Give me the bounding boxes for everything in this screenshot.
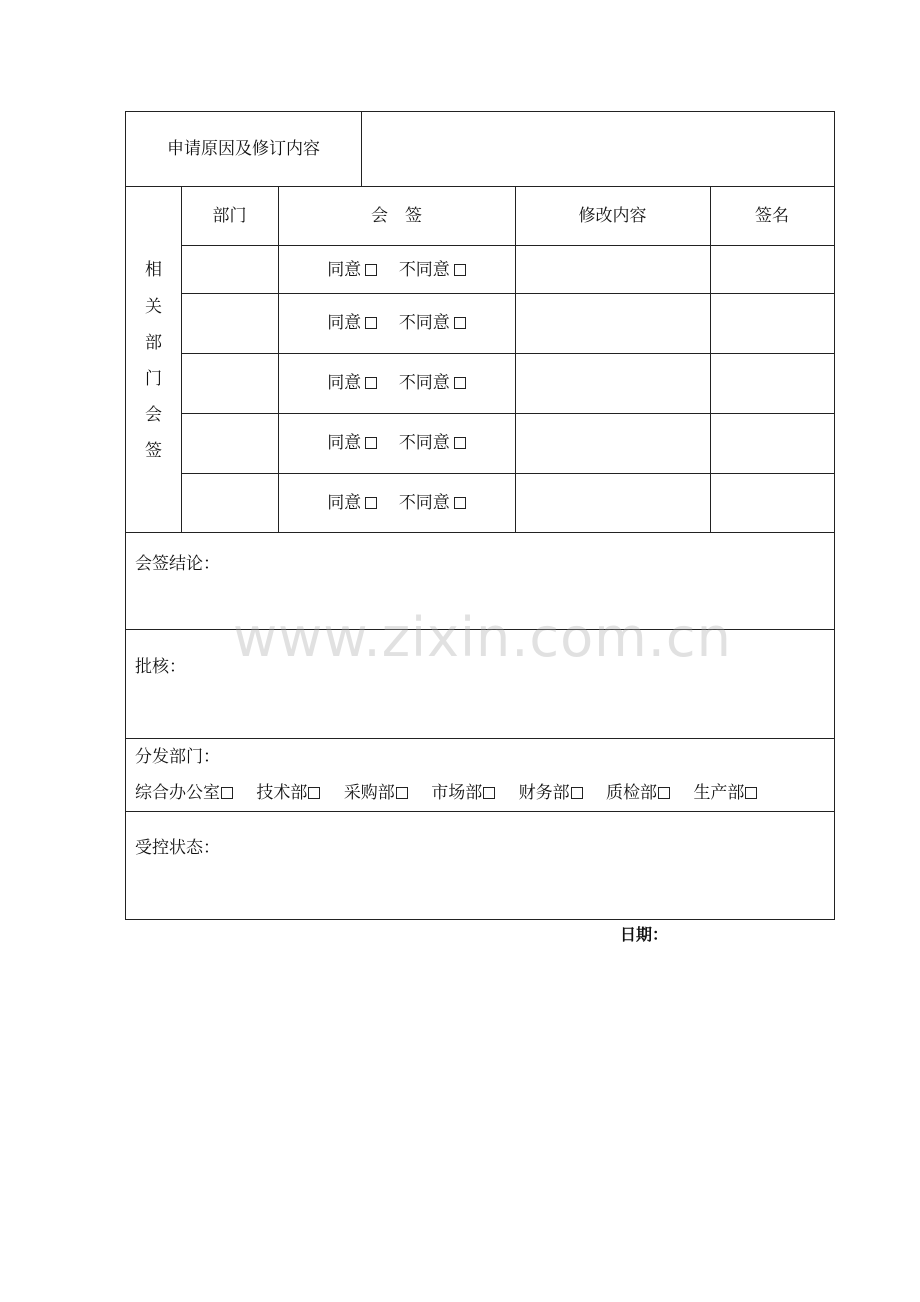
- col-divider: [278, 186, 279, 532]
- agree-label: 同意: [327, 493, 362, 513]
- dist-option[interactable]: [606, 783, 670, 803]
- checkbox[interactable]: [658, 787, 670, 799]
- dist-option[interactable]: [256, 783, 320, 803]
- row-divider: [126, 629, 834, 630]
- agree-checkbox[interactable]: [365, 497, 377, 509]
- row-divider: [126, 532, 834, 533]
- dist-option[interactable]: [431, 783, 495, 803]
- disagree-label: 不同意: [398, 313, 450, 333]
- agree-checkbox[interactable]: [365, 377, 377, 389]
- col-divider: [710, 186, 711, 532]
- section-label-char: 相: [145, 260, 162, 280]
- disagree-checkbox[interactable]: [454, 497, 466, 509]
- agree-label: 同意: [327, 313, 362, 333]
- dist-option[interactable]: [693, 783, 757, 803]
- header-modify: 修改内容: [578, 206, 647, 226]
- agree-checkbox[interactable]: [365, 317, 377, 329]
- disagree-checkbox[interactable]: [454, 377, 466, 389]
- checkbox[interactable]: [221, 787, 233, 799]
- checkbox[interactable]: [308, 787, 320, 799]
- dist-option-label: 综合办公室: [135, 783, 220, 803]
- header-dept: 部门: [212, 206, 247, 226]
- agree-label: 同意: [327, 260, 362, 280]
- apply-reason-label: 申请原因及修订内容: [167, 139, 320, 159]
- table-row: [278, 433, 515, 453]
- header-signature: 签名: [755, 206, 789, 226]
- disagree-checkbox[interactable]: [454, 264, 466, 276]
- section-label-char: 会: [145, 405, 162, 425]
- disagree-checkbox[interactable]: [454, 437, 466, 449]
- disagree-label: 不同意: [398, 493, 450, 513]
- section-label-char: 签: [145, 441, 162, 461]
- dist-option[interactable]: [344, 783, 408, 803]
- conclusion-label: 会签结论：: [135, 554, 220, 574]
- table-row: [278, 313, 515, 333]
- sign-section-label: [126, 257, 181, 477]
- section-label-char: 门: [145, 369, 162, 389]
- dist-option-label: 技术部: [256, 783, 308, 803]
- dist-option-label: 财务部: [518, 783, 570, 803]
- agree-checkbox[interactable]: [365, 437, 377, 449]
- disagree-label: 不同意: [398, 373, 450, 393]
- agree-checkbox[interactable]: [365, 264, 377, 276]
- dist-option[interactable]: [135, 783, 233, 803]
- dist-option-label: 生产部: [693, 783, 745, 803]
- row-divider: [126, 738, 834, 739]
- row-divider: [126, 186, 834, 187]
- date-label: 日期：: [620, 925, 669, 944]
- checkbox[interactable]: [745, 787, 757, 799]
- col-divider: [361, 112, 362, 186]
- watermark: www.zixin.com.cn: [233, 606, 732, 669]
- col-divider: [515, 186, 516, 532]
- disagree-checkbox[interactable]: [454, 317, 466, 329]
- distribution-label: 分发部门：: [135, 747, 220, 767]
- dist-option-label: 采购部: [343, 783, 395, 803]
- table-row: [278, 373, 515, 393]
- distribution-departments: [135, 783, 757, 803]
- disagree-label: 不同意: [398, 433, 450, 453]
- checkbox[interactable]: [396, 787, 408, 799]
- approval-label: 批核：: [135, 657, 186, 677]
- checkbox[interactable]: [483, 787, 495, 799]
- dist-option[interactable]: [519, 783, 583, 803]
- col-divider: [181, 186, 182, 532]
- control-status-label: 受控状态：: [135, 838, 220, 858]
- section-label-char: 关: [145, 297, 162, 317]
- table-row: [278, 493, 515, 513]
- disagree-label: 不同意: [398, 260, 450, 280]
- row-divider: [126, 811, 834, 812]
- agree-label: 同意: [327, 433, 362, 453]
- table-row: [278, 260, 515, 280]
- dist-option-label: 市场部: [431, 783, 483, 803]
- checkbox[interactable]: [571, 787, 583, 799]
- header-countersign: 会 签: [371, 206, 422, 226]
- revision-form-table: [125, 111, 835, 920]
- dist-option-label: 质检部: [606, 783, 658, 803]
- section-label-char: 部: [145, 333, 162, 353]
- agree-label: 同意: [327, 373, 362, 393]
